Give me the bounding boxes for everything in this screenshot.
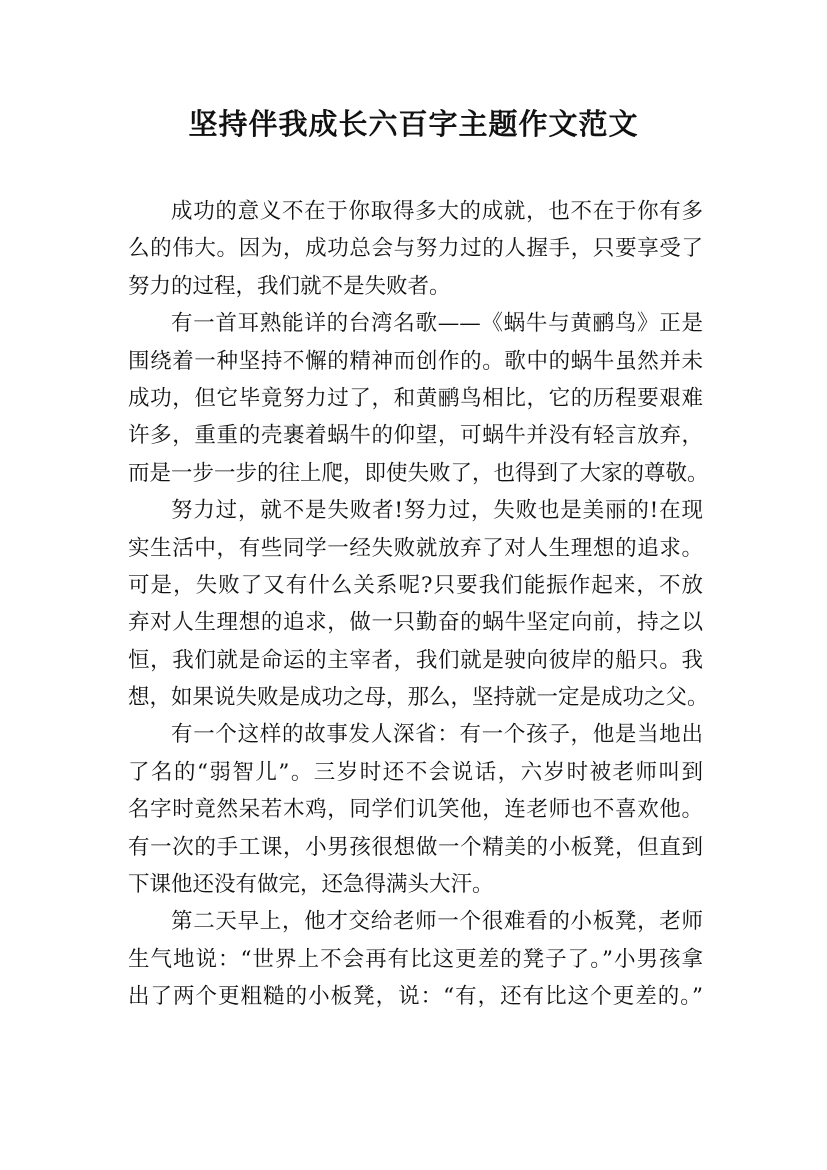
paragraph <box>128 492 709 716</box>
text-line: 有一个这样的故事发人深省：有一个孩子，他是当地出 <box>171 722 703 748</box>
paragraph <box>128 305 709 492</box>
text-line: 名字时竟然呆若木鸡，同学们讥笑他，连老师也不喜欢他。 <box>128 797 703 823</box>
text-line: 努力过，就不是失败者!努力过，失败也是美丽的!在现 <box>171 498 703 524</box>
text-line: 出了两个更粗糙的小板凳，说：“有，还有比这个更差的。” <box>128 984 703 1010</box>
paragraph <box>128 903 703 1015</box>
text-line: 可是，失败了又有什么关系呢?只要我们能振作起来，不放 <box>128 572 703 598</box>
text-line: 实生活中，有些同学一经失败就放弃了对人生理想的追求。 <box>128 535 703 561</box>
text-line: 而是一步一步的往上爬，即使失败了，也得到了大家的尊敬。 <box>128 460 709 486</box>
text-line: 有一次的手工课，小男孩很想做一个精美的小板凳，但直到 <box>128 834 703 860</box>
document-body <box>128 193 709 1016</box>
text-line: 弃对人生理想的追求，做一只勤奋的蜗牛坚定向前，持之以 <box>128 610 703 636</box>
text-line: 努力的过程，我们就不是失败者。 <box>128 273 451 299</box>
text-line: 想，如果说失败是成功之母，那么，坚持就一定是成功之父。 <box>128 685 709 711</box>
text-line: 生气地说：“世界上不会再有比这更差的凳子了。”小男孩拿 <box>128 946 703 972</box>
text-line: 第二天早上，他才交给老师一个很难看的小板凳，老师 <box>171 909 703 935</box>
text-line: 下课他还没有做完，还急得满头大汗。 <box>128 872 494 898</box>
text-line: 许多，重重的壳裹着蜗牛的仰望，可蜗牛并没有轻言放弃， <box>128 423 703 449</box>
text-line: 了名的“弱智儿”。三岁时还不会说话，六岁时被老师叫到 <box>128 759 703 785</box>
text-line: 恒，我们就是命运的主宰者，我们就是驶向彼岸的船只。我 <box>128 647 703 673</box>
paragraph <box>128 716 703 903</box>
text-line: 成功的意义不在于你取得多大的成就，也不在于你有多 <box>171 199 703 224</box>
paragraph <box>128 193 703 305</box>
text-line: 围绕着一种坚持不懈的精神而创作的。歌中的蜗牛虽然并未 <box>128 348 703 374</box>
text-line: 么的伟大。因为，成功总会与努力过的人握手，只要享受了 <box>128 236 703 262</box>
text-line: 有一首耳熟能详的台湾名歌——《蜗牛与黄鹂鸟》正是 <box>171 311 703 337</box>
text-line: 成功，但它毕竟努力过了，和黄鹂鸟相比，它的历程要艰难 <box>128 385 703 411</box>
document-title: 坚持伴我成长六百字主题作文范文 <box>188 107 639 141</box>
